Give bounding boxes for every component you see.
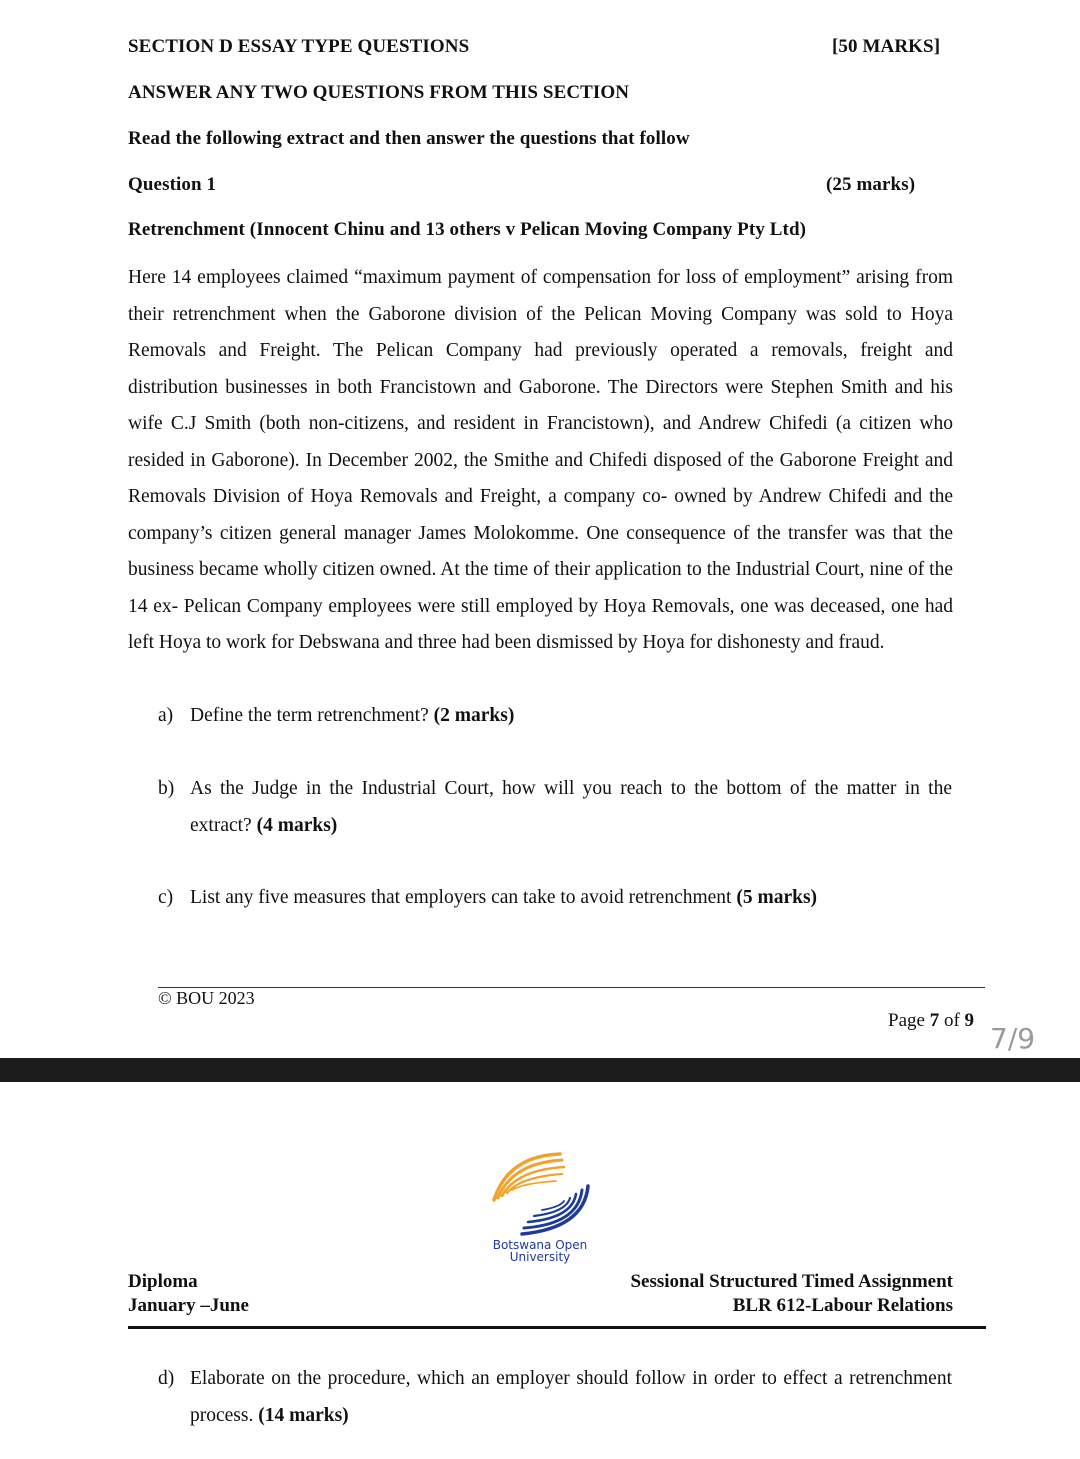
sub-question-text: Elaborate on the procedure, which an employer should follow in order to effect a retrenchment process. (190, 1368, 952, 1426)
section-title: SECTION D ESSAY TYPE QUESTIONS (128, 36, 470, 57)
assignment-info: Sessional Structured Timed Assignment BLR 612-Labour Relations (630, 1271, 953, 1316)
case-title: Retrenchment (Innocent Chinu and 13 others v Pelican Moving Company Pty Ltd) (128, 219, 807, 240)
header-rule (128, 1326, 986, 1329)
section-marks: [50 MARKS] (832, 36, 941, 57)
case-extract: Here 14 employees claimed “maximum payment of compensation for loss of employment” arising from their retrenchment when the Gaborone division of the Pelican Moving Company was sold to Hoya Removals and Freight. The Pelican Company had previously operated a removals, freight and distribution businesses in both Francistown and Gaborone. The Directors were Stephen Smith and his wife C.J Smith (both non-citizens, and resident in Francistown), and Andrew Chifedi (a citizen who resided in Gaborone). In December 2002, the Smithe and Chifedi disposed of the Gaborone Freight and Removals Division of Hoya Removals and Freight, a company co- owned by Andrew Chifedi and the company’s citizen general manager James Molokomme. One consequence of the transfer was that the business became wholly citizen owned. At the time of their application to the Industrial Court, nine of the 14 ex- Pelican Company employees were still employed by Hoya Removals, one was deceased, one had left Hoya to work for Debswana and three had been dismissed by Hoya for dishonesty and fraud. (128, 267, 953, 653)
question-label: Question 1 (128, 174, 217, 195)
sub-question-label: a) (158, 705, 174, 726)
footer-rule (158, 987, 985, 988)
page-number: Page 7 of 9 (888, 1010, 975, 1031)
sub-question-label: b) (158, 778, 175, 799)
programme-info: Diploma January –June (128, 1271, 249, 1316)
sub-question-d (158, 1360, 958, 1440)
sub-question-label: d) (158, 1368, 175, 1389)
viewer-page-indicator: 7/9 (990, 1022, 1036, 1055)
sub-question-marks: (5 marks) (736, 887, 818, 908)
sub-question-text: As the Judge in the Industrial Court, how will you reach to the bottom of the matter in the extract? (190, 778, 952, 836)
logo-text: Botswana Open University (492, 1238, 588, 1264)
sub-question-a (158, 697, 958, 737)
sub-question-text: List any five measures that employers can take to avoid retrenchment (190, 887, 732, 908)
sub-question-b (158, 770, 958, 850)
copyright: © BOU 2023 (158, 988, 255, 1008)
sub-question-marks: (14 marks) (258, 1405, 349, 1426)
sub-question-label: c) (158, 887, 174, 908)
sub-question-c (158, 879, 958, 919)
page-separator (0, 1058, 1080, 1082)
extract-lead: Read the following extract and then answer the questions that follow (128, 128, 690, 149)
sub-question-marks: (2 marks) (433, 705, 515, 726)
bou-logo-icon (480, 1148, 600, 1243)
sub-question-marks: (4 marks) (256, 815, 338, 836)
question-marks: (25 marks) (826, 174, 916, 195)
section-instruction: ANSWER ANY TWO QUESTIONS FROM THIS SECTION (128, 82, 630, 103)
sub-question-text: Define the term retrenchment? (190, 705, 429, 726)
